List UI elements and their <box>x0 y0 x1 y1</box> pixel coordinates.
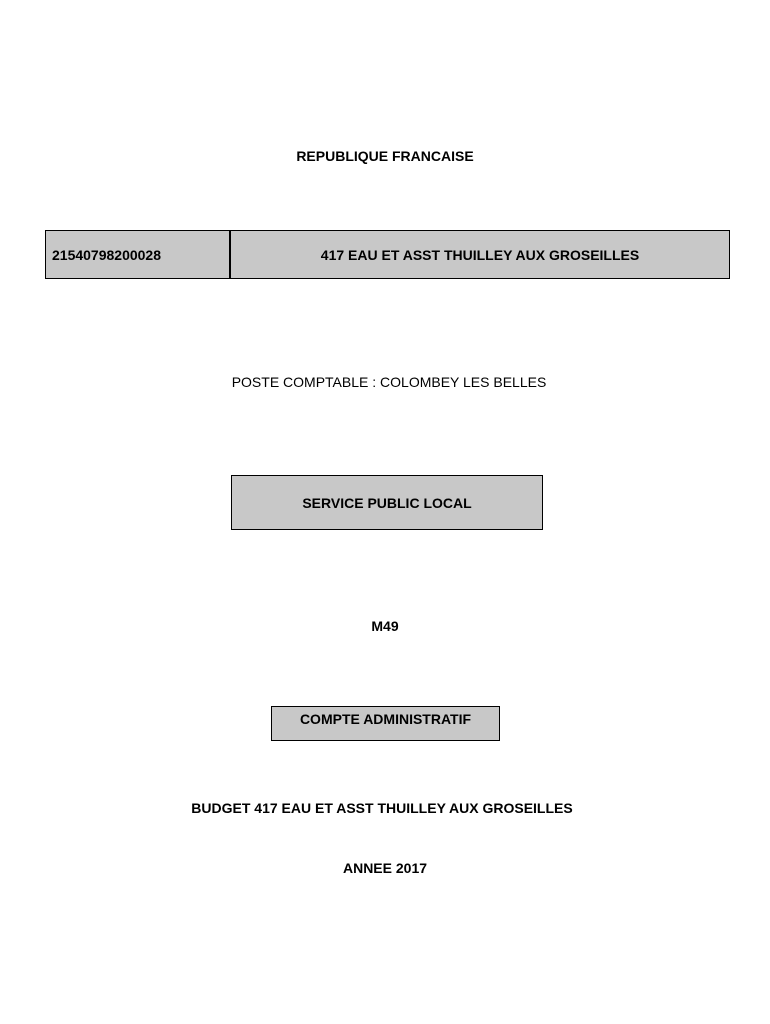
service-box: SERVICE PUBLIC LOCAL <box>231 475 543 530</box>
year-label: ANNEE 2017 <box>342 860 428 876</box>
document-type-box: COMPTE ADMINISTRATIF <box>271 706 500 741</box>
nomenclature-label: M49 <box>371 618 399 634</box>
republic-heading: REPUBLIQUE FRANCAISE <box>296 148 474 164</box>
siret-cell: 21540798200028 <box>46 231 231 278</box>
entity-name-cell: 417 EAU ET ASST THUILLEY AUX GROSEILLES <box>320 246 640 263</box>
budget-title: BUDGET 417 EAU ET ASST THUILLEY AUX GROSEILLES <box>191 800 573 816</box>
identity-table <box>45 230 730 279</box>
poste-comptable: POSTE COMPTABLE : COLOMBEY LES BELLES <box>231 374 547 390</box>
